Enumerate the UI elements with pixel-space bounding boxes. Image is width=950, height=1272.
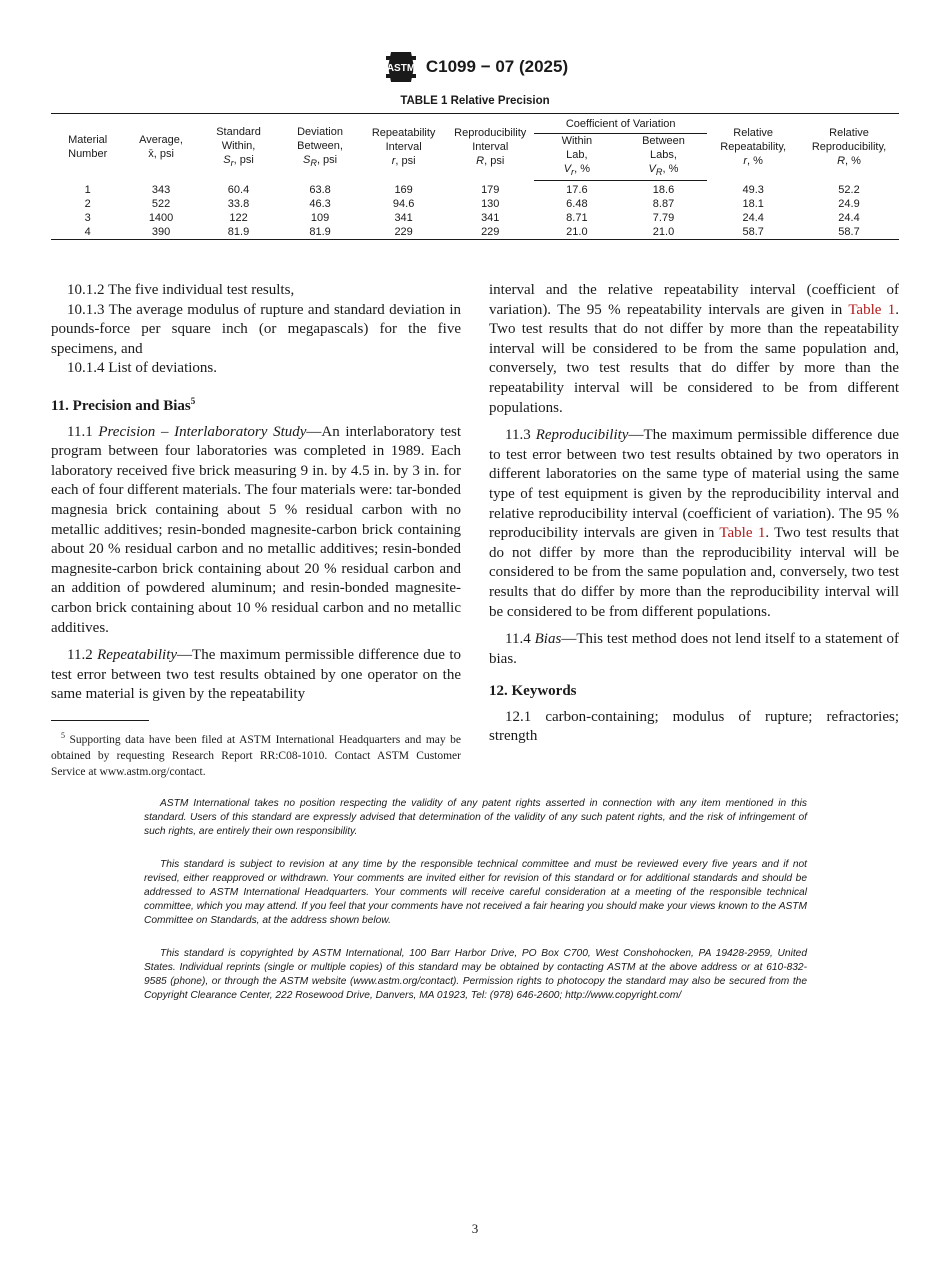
- header-std-within: Standard Within, $S_r$, psi: [198, 114, 280, 181]
- footnote-marker: 5: [190, 395, 196, 406]
- table-cell: 8.87: [652, 198, 675, 210]
- table-1-link[interactable]: Table 1: [719, 525, 766, 542]
- table-cell: 63.8: [309, 183, 331, 196]
- left-column: [51, 281, 461, 705]
- paragraph-10-1-2: 10.1.2 The five individual test results,: [67, 282, 295, 298]
- table-cell: 390: [124, 225, 197, 240]
- table-cell: 343: [151, 183, 171, 196]
- table-cell: 130: [481, 198, 500, 210]
- table-cell: 229: [361, 225, 447, 240]
- header-dev-between: Deviation Between, $S_R$, psi: [279, 114, 361, 181]
- header-reproducibility: Reproducibility Interval R, psi: [446, 114, 534, 181]
- header-within-lab: Within Lab, $V_r$, %: [534, 134, 620, 181]
- table-cell: 49.3: [742, 183, 764, 196]
- precision-table: [51, 113, 899, 240]
- revision-notice: This standard is subject to revision at any time by the responsible technical committee and must be reviewed every five years and if not revised, either reapproved or withdrawn. Your comments are invited either for revision of this standard or for additional standards and should be addressed to ASTM International Headquarters. Your comments will receive careful consideration at a meeting of the responsible technical committee, which you may attend. If you feel that your comments have not received a fair hearing you should make your views known to the ASTM Committee on Standards, at the address shown below.: [144, 859, 807, 926]
- table-cell: 1: [84, 183, 91, 196]
- right-column: [489, 281, 899, 747]
- table-cell: 52.2: [838, 183, 860, 196]
- paragraph-11-3: 11.3 Reproducibility—The maximum permissible difference due to test error between two test results obtained by two operators in different laboratories on the same type of material using the same type of test equipment is given by the reproducibility interval and relative reproducibility interval (coefficient of variation). The 95 % reproducibility intervals are given in Table 1. Two test results that do not differ by more than the reproducibility interval will be considered to be from the same population and, conversely, two test results that do differ by more than the reproducibility interval will be considered to be from different populations.: [489, 427, 899, 620]
- table-cell: 169: [394, 183, 413, 196]
- table-cell: 58.7: [799, 225, 899, 240]
- paragraph-12-1: 12.1 carbon-containing; modulus of rupture; refractories; strength: [489, 708, 899, 745]
- paragraph-10-1-4: 10.1.4 List of deviations.: [67, 360, 217, 377]
- page-header: [0, 50, 950, 84]
- table-cell: 46.3: [309, 198, 331, 210]
- astm-logo-icon: [382, 50, 420, 84]
- table-cell: 3: [84, 212, 91, 224]
- copyright-notice: This standard is copyrighted by ASTM International, 100 Barr Harbor Drive, PO Box C700, West Conshohocken, PA 19428-2959, United States. Individual reprints (single or multiple copies) of this standard may be obtained by contacting ASTM at the above address or at 610-832-9585 (phone), or through the ASTM website (www.astm.org/contact). Permission rights to photocopy the standard may also be secured from the Copyright Clearance Center, 222 Rosewood Drive, Danvers, MA 01923, Tel: (978) 646-2600; http://www.copyright.com/: [144, 948, 807, 1001]
- table-cell: 179: [481, 183, 500, 196]
- header-relative-repeatability: Relative Repeatability, r, %: [707, 114, 799, 181]
- table-row: [51, 181, 899, 198]
- table-cell: 4: [51, 225, 124, 240]
- header-relative-reproducibility: Relative Reproducibility, R, %: [799, 114, 899, 181]
- table-cell: 1400: [148, 212, 174, 224]
- header-repeatability: Repeatability Interval r, psi: [361, 114, 447, 181]
- document-id: C1099 − 07 (2025): [425, 57, 569, 76]
- table-cell: 18.1: [742, 198, 764, 210]
- table-cell: 58.7: [707, 225, 799, 240]
- table-cell: 7.79: [652, 212, 675, 224]
- table-cell: 33.8: [227, 198, 250, 210]
- table-cell: 24.4: [838, 212, 860, 224]
- table-cell: 109: [310, 212, 330, 224]
- paragraph-10-1-3: 10.1.3 The average modulus of rupture and standard deviation in pounds-force per square inch (or megapascals) for the five specimens, and: [51, 301, 461, 357]
- table-cell: 122: [229, 212, 248, 224]
- table-row: [51, 225, 899, 240]
- table-cell: 21.0: [534, 225, 620, 240]
- table-cell: 17.6: [566, 184, 588, 196]
- table-cell: 21.0: [620, 225, 708, 240]
- table-cell: 24.9: [838, 198, 860, 210]
- logo-text: ASTM: [386, 63, 416, 74]
- patent-notice: ASTM International takes no position respecting the validity of any patent rights asserted in connection with any item mentioned in this standard. Users of this standard are expressly advised that determination of the validity of any such patent rights, and the risk of infringement of such rights, are entirely their own responsibility.: [144, 798, 807, 837]
- table-row: [51, 197, 899, 211]
- table-cell: 81.9: [198, 225, 280, 240]
- table-cell: 2: [84, 198, 91, 210]
- table-cell: 229: [446, 225, 534, 240]
- table-cell: 60.4: [227, 183, 250, 196]
- section-heading-11: 11. Precision and Bias$^5$: [51, 395, 196, 414]
- page-number: 3: [471, 1221, 479, 1236]
- table-cell: 81.9: [279, 225, 361, 240]
- table-cell: 341: [394, 212, 413, 224]
- table-row: [51, 211, 899, 225]
- table-cell: 8.71: [566, 212, 588, 224]
- table-cell: 18.6: [652, 184, 675, 196]
- paragraph-11-4: 11.4 Bias—This test method does not lend itself to a statement of bias.: [489, 631, 899, 667]
- table-cell: 24.4: [742, 212, 764, 224]
- paragraph-11-1: 11.1 Precision – Interlaboratory Study—An interlaboratory test program between four laboratories was completed in 1989. Each laboratory received five brick measuring 9 in. by 4.5 in. by 3 in. for each of four different materials. The four materials were: tar-bonded magnesia brick containing about 5 % residual carbon with no metallic additives; resin-bonded magnesite-carbon brick containing about 20 % residual carbon and no metallic additives; resin-bonded magnesite-carbon brick containing about 20 % residual carbon and an addition of powdered aluminum; and resin-bonded magnesite-carbon brick containing about 10 % residual carbon and no metallic additives.: [51, 423, 461, 636]
- header-material: Material Number: [51, 114, 124, 181]
- paragraph-11-2-continued: interval and the relative repeatability interval (coefficient of variation). The 95 % repeatability intervals are given in Table 1. Two test results that do not differ by more than the repeatability interval will be considered to be from the same population and, conversely, two test results that do differ by more than the repeatability interval will be considered to be from different populations.: [489, 282, 899, 416]
- header-coefficient-of-variation: Coefficient of Variation: [534, 114, 707, 134]
- footnote-rule: [51, 720, 149, 721]
- table-title: TABLE 1 Relative Precision: [400, 95, 550, 107]
- table-cell: 94.6: [392, 198, 415, 210]
- table-cell: 522: [151, 198, 171, 210]
- table-cell: 341: [481, 212, 500, 224]
- header-average: Average, x̄, psi: [124, 114, 197, 181]
- table-1-link[interactable]: Table 1: [848, 301, 896, 318]
- table-cell: 6.48: [566, 198, 588, 210]
- section-heading-12: 12. Keywords: [489, 683, 577, 700]
- paragraph-11-2: 11.2 Repeatability—The maximum permissible difference due to test error between two test results obtained by one operator on the same material is given by the repeatability: [51, 647, 461, 703]
- header-between-labs: Between Labs, $V_R$, %: [620, 134, 708, 181]
- footnote: $^5$ Supporting data have been filed at ASTM International Headquarters and may be obtained by requesting Research Report RR:C08-1010. Contact ASTM Customer Service at www.astm.org/contact.: [51, 731, 461, 778]
